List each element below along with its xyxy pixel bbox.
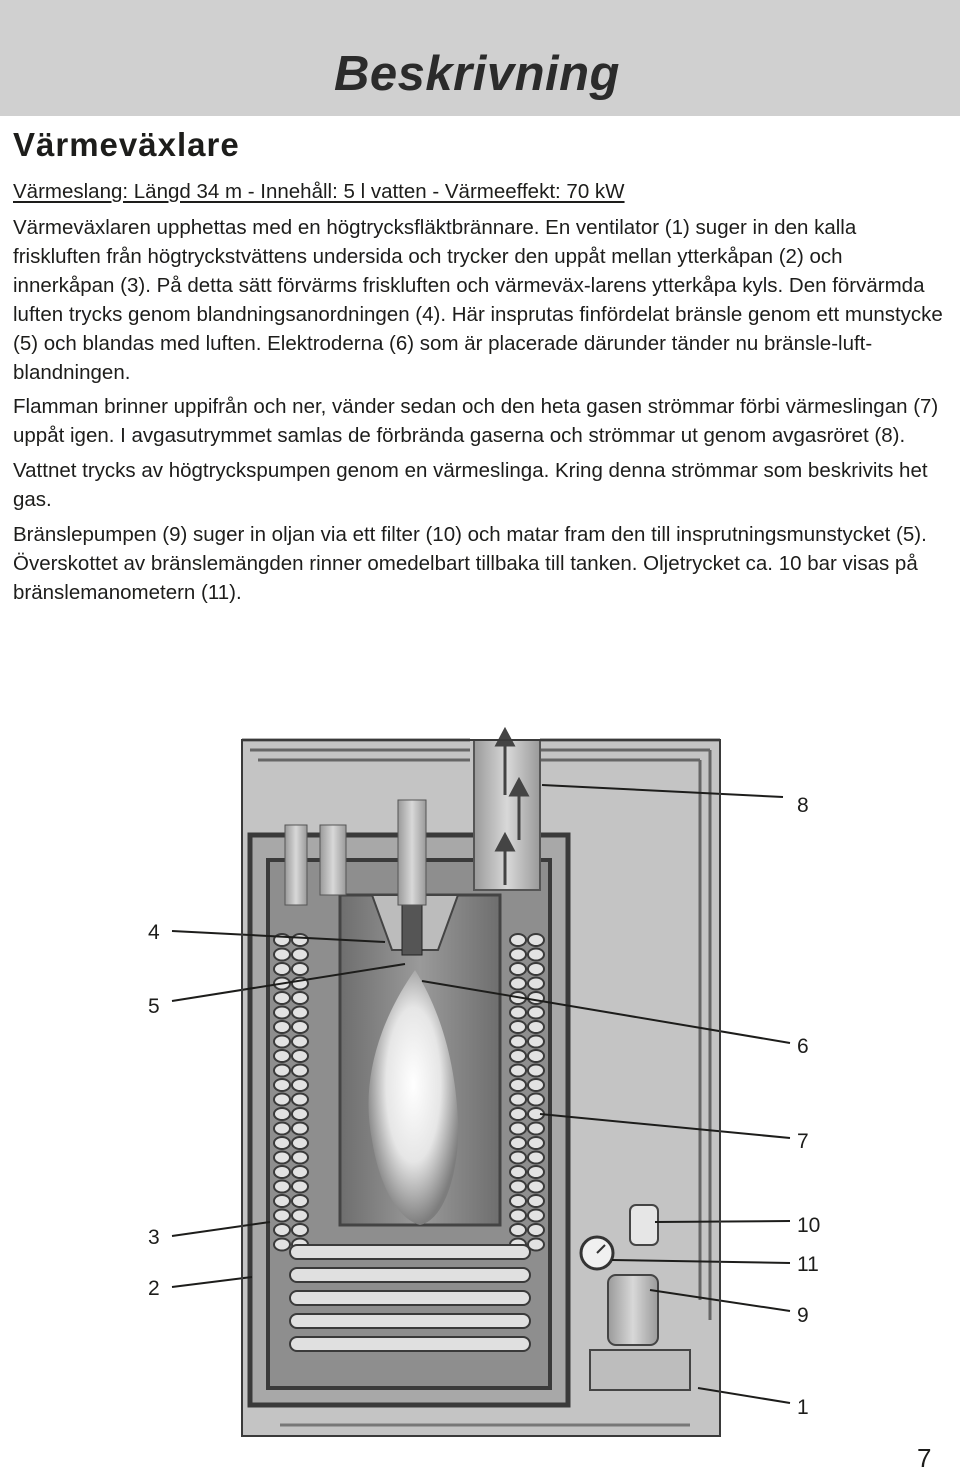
callout-1: 1 (797, 1396, 809, 1419)
spec-line: Värmeslang: Längd 34 m - Innehåll: 5 l vatten - Värmeeffekt: 70 kW (13, 180, 625, 203)
coil-loop (528, 1210, 544, 1222)
page-number: 7 (917, 1443, 932, 1473)
coil-loop (292, 1123, 308, 1135)
callout-5: 5 (148, 995, 160, 1018)
coil-loop (292, 1166, 308, 1178)
callout-11: 11 (797, 1253, 819, 1276)
coil-loop (292, 1224, 308, 1236)
coil-loop (274, 1166, 290, 1178)
coil-loop (292, 1108, 308, 1120)
coil-loop (510, 1152, 526, 1164)
callout-9: 9 (797, 1304, 809, 1327)
coil-loop (292, 1007, 308, 1019)
coil-loop (510, 949, 526, 961)
section-title: Värmeväxlare (13, 126, 240, 163)
coil-loop (274, 1224, 290, 1236)
paragraph-2: Flamman brinner uppifrån och ner, vänder sedan och den heta gasen strömmar förbi värmeslingan (7) uppåt igen. I avgasutrymmet samlas de förbrända gaserna och strömmar ut genom avgasröret (8). (13, 395, 939, 448)
electrode-left (285, 825, 307, 905)
paragraph-3: Vattnet trycks av högtryckspumpen genom en värmeslinga. Kring denna strömmar som beskrivits het gas. (13, 459, 928, 512)
coil-loop (528, 1094, 544, 1106)
coil-loop (528, 1021, 544, 1033)
coil-loop (528, 1195, 544, 1207)
coil-loop (510, 1065, 526, 1077)
coil-loop (274, 1050, 290, 1062)
callout-3: 3 (148, 1226, 160, 1249)
coil-loop (274, 1239, 290, 1251)
coil-loop (510, 1021, 526, 1033)
filter (630, 1205, 658, 1245)
coil-loop (528, 1079, 544, 1091)
heat-exchanger-diagram (0, 700, 960, 1440)
callout-6: 6 (797, 1035, 809, 1058)
coil-loop (274, 1079, 290, 1091)
coil-loop (292, 1021, 308, 1033)
coil-loop (292, 963, 308, 975)
coil-loop (274, 1108, 290, 1120)
coil-loop (528, 1123, 544, 1135)
coil-loop (274, 1021, 290, 1033)
coil-loop (528, 1065, 544, 1077)
coil-loop (510, 1210, 526, 1222)
coil-loop (274, 992, 290, 1004)
coil-loop (274, 1195, 290, 1207)
paragraph-1: Värmeväxlaren upphettas med en högtrycksfläktbrännare. En ventilator (1) suger in den kalla friskluften från högtryckstvättens undersida och trycker den uppåt mellan ytterkåpan (2) och innerkåpan (3). På detta sätt förvärms friskluften och värmeväx-larens ytterkåpa kyls. Den förvärmda luften trycks genom blandningsanordningen (4). Här insprutas finfördelat bränsle genom ett munstycke (5) och blandas med luften. Elektroderna (6) som är placerade därunder tänder nu bränsle-luft-blandningen. (13, 216, 943, 384)
coil-loop (292, 1079, 308, 1091)
coil-loop (292, 1050, 308, 1062)
coil-loop (274, 1181, 290, 1193)
coil-loop (274, 1123, 290, 1135)
coil-loop (292, 1195, 308, 1207)
coil-loop (292, 1152, 308, 1164)
body-text (13, 214, 943, 614)
coil-loop (528, 992, 544, 1004)
fan (590, 1350, 690, 1390)
coil-loop (292, 949, 308, 961)
coil-loop (528, 1166, 544, 1178)
coil-loop (510, 1079, 526, 1091)
coil-loop (274, 1137, 290, 1149)
nozzle (402, 905, 422, 955)
coil-loop (528, 949, 544, 961)
coil-loop (510, 1195, 526, 1207)
coil-loop (510, 1123, 526, 1135)
coil-loop (510, 1224, 526, 1236)
coil-loop (528, 1239, 544, 1251)
callout-7: 7 (797, 1130, 809, 1153)
coil-loop (528, 934, 544, 946)
coil-loop (528, 1007, 544, 1019)
electrode-right (320, 825, 346, 895)
callout-2: 2 (148, 1277, 160, 1300)
coil-loop (528, 963, 544, 975)
coil-loop (292, 1137, 308, 1149)
coil-loop (528, 1152, 544, 1164)
coil-loop (528, 1137, 544, 1149)
coil-loop (292, 1181, 308, 1193)
coil-loop (528, 1224, 544, 1236)
coil-loop (528, 1036, 544, 1048)
page-header-title: Beskrivning (334, 47, 620, 101)
coil-loop (274, 949, 290, 961)
coil-loop (292, 934, 308, 946)
coil-loop (292, 1036, 308, 1048)
fuel-pump (608, 1275, 658, 1345)
callout-8: 8 (797, 794, 809, 817)
coil-loop (510, 1050, 526, 1062)
exhaust-pipe (474, 740, 540, 890)
coil-loop (292, 1210, 308, 1222)
callout-10: 10 (797, 1214, 821, 1237)
coil-loop (510, 1137, 526, 1149)
coil-loop (510, 963, 526, 975)
coil-loop (510, 1036, 526, 1048)
coil-loop (510, 1166, 526, 1178)
coil-loop (510, 1181, 526, 1193)
coil-loop (528, 978, 544, 990)
fuel-supply-pipe (398, 800, 426, 905)
coil-loop (292, 1094, 308, 1106)
coil-loop (274, 963, 290, 975)
coil-loop (274, 1036, 290, 1048)
callout-4: 4 (148, 921, 160, 944)
heat-exchanger-figure (0, 700, 960, 1440)
coil-loop (510, 978, 526, 990)
coil-loop (510, 1007, 526, 1019)
paragraph-4: Bränslepumpen (9) suger in oljan via ett filter (10) och matar fram den till insprutningsmunstycket (5). Överskottet av bränslemängden rinner omedelbart tillbaka till tanken. Oljetrycket ca. 10 bar visas på bränslemanometern (11). (13, 523, 927, 604)
coil-loop (274, 1094, 290, 1106)
coil-loop (292, 992, 308, 1004)
coil-loop (528, 1050, 544, 1062)
coil-loop (274, 1152, 290, 1164)
coil-loop (510, 934, 526, 946)
coil-loop (292, 1065, 308, 1077)
coil-loop (510, 1108, 526, 1120)
coil-loop (274, 1065, 290, 1077)
coil-loop (274, 1210, 290, 1222)
coil-loop (510, 1094, 526, 1106)
coil-loop (528, 1181, 544, 1193)
coil-loop (274, 1007, 290, 1019)
